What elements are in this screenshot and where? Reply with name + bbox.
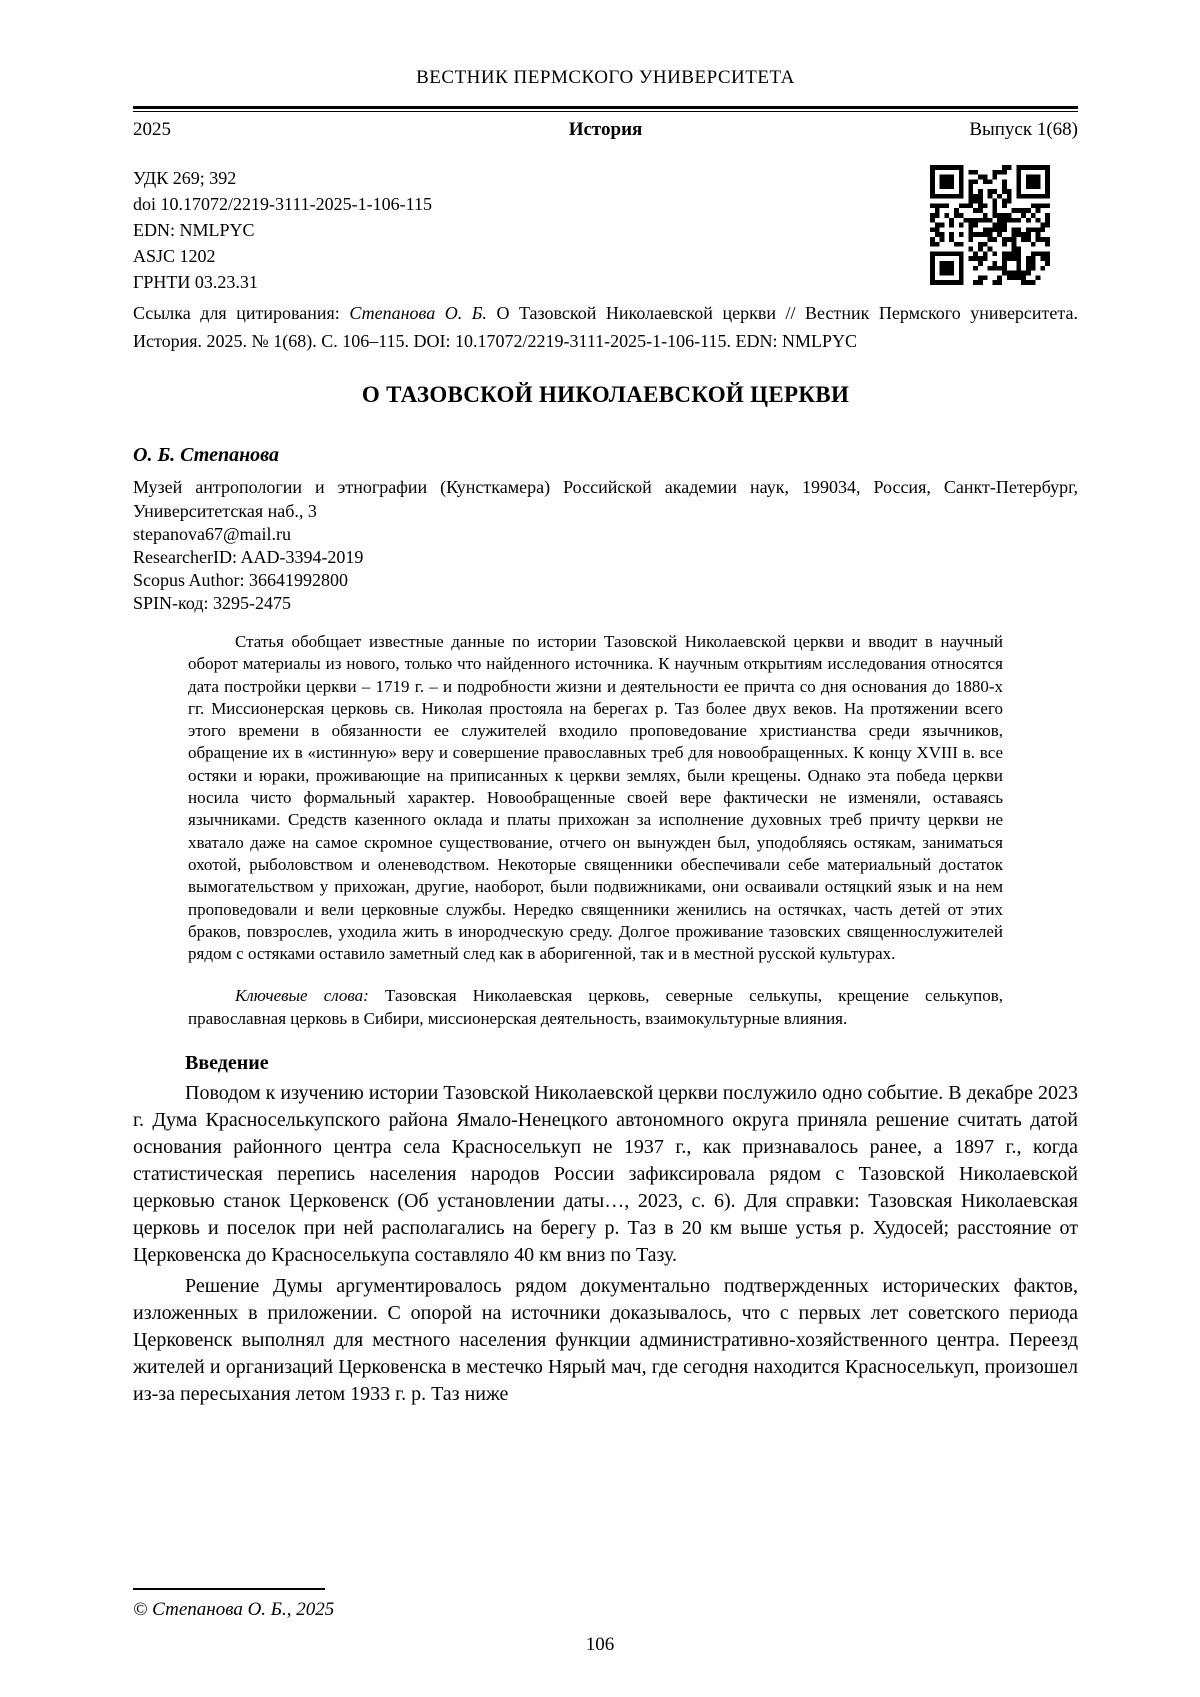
meta-block xyxy=(133,165,1078,295)
asjc-line: ASJC 1202 xyxy=(133,246,216,266)
copyright-rule xyxy=(133,1588,325,1590)
citation-label: Ссылка для цитирования: xyxy=(133,303,350,323)
page-number: 106 xyxy=(585,1634,615,1655)
running-head-series: История xyxy=(568,119,643,140)
qr-code xyxy=(930,165,1050,285)
keywords-label: Ключевые слова: xyxy=(235,986,386,1006)
author-affiliation: Музей антропологии и этнографии (Кунсткамера) Российской академии наук, 199034, Россия, Санкт-Петербург, Университетская наб., 3 xyxy=(133,477,1078,521)
citation-authors: Степанова О. Б. xyxy=(349,303,497,323)
author-spin-code: SPIN-код: 3295-2475 xyxy=(133,593,291,613)
running-head xyxy=(133,117,1078,143)
citation-reference xyxy=(133,299,1078,355)
author-researcherid: ResearcherID: AAD-3394-2019 xyxy=(133,547,364,567)
header-rule-thick xyxy=(133,106,1078,109)
doi-line: doi 10.17072/2219-3111-2025-1-106-115 xyxy=(133,194,432,214)
journal-title: ВЕСТНИК ПЕРМСКОГО УНИВЕРСИТЕТА xyxy=(416,67,795,88)
copyright-notice: © Степанова О. Б., 2025 xyxy=(133,1599,335,1620)
author-name: О. Б. Степанова xyxy=(133,444,279,466)
grnti-line: ГРНТИ 03.23.31 xyxy=(133,272,258,292)
abstract-text: Статья обобщает известные данные по истории Тазовской Николаевской церкви и вводит в научный оборот материалы из нового, только что найденного источника. К научным открытиям исследования относятся дата постройки церкви – 1719 г. – и подробности жизни и деятельности ее причта со дня основания до 1880-х гг. Миссионерская церковь св. Николая простояла на берегах р. Таз более двух веков. На протяжении всего этого времени в обязанности ее служителей входило проповедование христианства среди язычников, обращение их в «истинную» веру и совершение православных треб для новообращенных. К концу XVIII в. все остяки и юраки, проживающие на приписанных к церкви землях, были крещены. Однако эта победа церкви носила чисто формальный характер. Новообращенные своей вере фактически не изменяли, оставаясь язычниками. Средств казенного оклада и платы прихожан за исполнение духовных треб причту церкви не хватало даже на самое скромное существование, отчего он вынужден был, уподобляясь остякам, заниматься охотой, рыболовством и оленеводством. Некоторые священники обеспечивали себе материальный достаток вымогательством у прихожан, другие, наоборот, были подвижниками, они осваивали остяцкий язык и на нем проповедовали и вели церковные службы. Нередко священники женились на остячках, часть детей от этих браков, повзрослев, уходила жить в инородческую среду. Долгое проживание тазовских священнослужителей рядом с остяками оставило заметный след как в аборигенной, так и в местной русской культурах. xyxy=(188,632,1003,964)
body-paragraph: Поводом к изучению истории Тазовской Николаевской церкви послужило одно событие. В декабре 2023 г. Дума Красноселькупского района Ямало-Ненецкого автономного округа приняла решение считать датой основания районного центра села Красноселькуп не 1937 г., как признавалось ранее, а 1897 г., когда статистическая перепись населения народов России зафиксировала рядом с Тазовской Николаевской церковью станок Церковенск (Об установлении даты…, 2023, с. 6). Для справки: Тазовская Николаевская церковь и поселок при ней располагались на берегу р. Таз в 20 км выше устья р. Худосей; расстояние от Церковенска до Красноселькупа составляло 40 км вниз по Тазу. xyxy=(133,1082,1078,1267)
keywords-paragraph xyxy=(188,985,1003,1030)
udc-line: УДК 269; 392 xyxy=(133,168,237,188)
citation-text: О Тазовской Николаевской церкви // Вестник Пермского университета. История. 2025. № 1(68). С. 106–115. DOI: 10.17072/2219-3111-2025-1-106-115. EDN: NMLPYC xyxy=(133,303,1078,351)
header-rule-thin xyxy=(133,111,1078,112)
running-head-year: 2025 xyxy=(133,119,171,140)
author-email: stepanova67@mail.ru xyxy=(133,524,292,544)
article-title: О ТАЗОВСКОЙ НИКОЛАЕВСКОЙ ЦЕРКВИ xyxy=(361,382,850,407)
author-scopus-id: Scopus Author: 36641992800 xyxy=(133,570,349,590)
section-heading-introduction: Введение xyxy=(185,1052,269,1075)
keywords-list: Тазовская Николаевская церковь, северные селькупы, крещение селькупов, православная церковь в Сибири, миссионерская деятельность, взаимокультурные влияния. xyxy=(188,986,1003,1028)
edn-line: EDN: NMLPYC xyxy=(133,220,255,240)
running-head-issue: Выпуск 1(68) xyxy=(969,119,1078,140)
body-paragraph: Решение Думы аргументировалось рядом документально подтвержденных исторических фактов, изложенных в приложении. С опорой на источники доказывалось, что с первых лет советского периода Церковенск выполнял для местного населения функции административно-хозяйственного центра. Переезд жителей и организаций Церковенска в местечко Нярый мач, где сегодня находится Красноселькуп, произошел из-за пересыхания летом 1933 г. р. Таз ниже xyxy=(133,1275,1078,1406)
